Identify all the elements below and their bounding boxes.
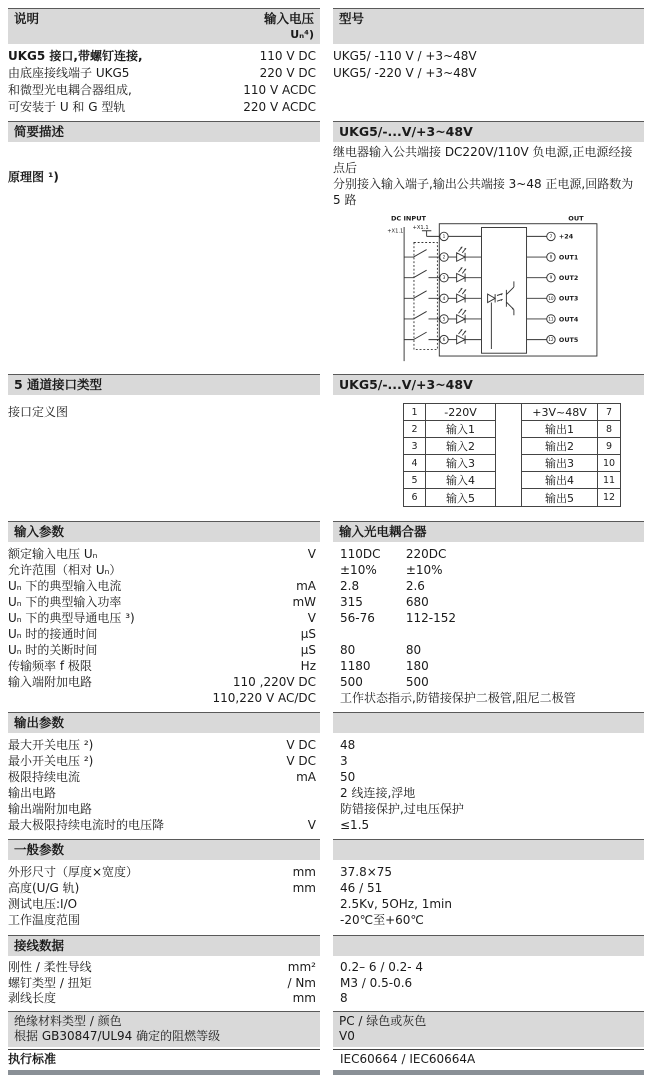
- wiring-band-right: [333, 935, 644, 956]
- param-value-110: 110DC: [340, 547, 381, 561]
- param-label: 螺钉类型 / 扭矩: [8, 975, 92, 990]
- bottom-bar-left: [8, 1070, 320, 1075]
- gap-cell: [496, 489, 522, 506]
- description-rows: [8, 48, 320, 116]
- right-terminal-number: 8: [598, 421, 620, 438]
- param-row: [8, 991, 644, 1007]
- param-value: -20℃至+60℃: [340, 913, 424, 927]
- model-number: UKG5/ -110 V / +3~48V: [333, 49, 477, 63]
- model-list: [333, 48, 644, 116]
- terminal-number: 9: [549, 275, 553, 281]
- param-unit: Hz: [300, 659, 316, 673]
- param-value: ≤1.5: [340, 818, 370, 832]
- param-label: 测试电压:I/O: [8, 897, 78, 911]
- out3-label: OUT3: [558, 294, 579, 303]
- brief-title: 简要描述: [14, 124, 65, 139]
- param-value: 46 / 51: [340, 881, 383, 895]
- param-value: 2.5Kv, 5OHz, 1min: [340, 897, 452, 911]
- out5-label: OUT5: [558, 335, 579, 344]
- terminal-number: 2: [442, 254, 446, 260]
- param-unit: V DC: [286, 738, 316, 752]
- input-params-rows: [8, 546, 644, 706]
- terminal-number: 3: [442, 275, 446, 281]
- param-label: 剥线长度: [8, 991, 57, 1005]
- output-params-band-right: [333, 712, 644, 733]
- param-value-220: 500: [405, 675, 429, 689]
- general-params-band-left: [8, 839, 320, 860]
- input-params-band-left: [8, 521, 320, 542]
- brief-band: [8, 121, 320, 142]
- param-label: 最大极限持续电流时的电压降: [8, 818, 165, 832]
- param-label: 外形尺寸（厚度×宽度）: [8, 865, 139, 879]
- param-label: 最大开关电压 ²): [8, 738, 94, 752]
- param-unit: mA: [296, 770, 316, 784]
- param-value-110: ±10%: [340, 563, 377, 577]
- bottom-bar-right: [333, 1070, 644, 1075]
- model-title: 型号: [339, 11, 365, 26]
- param-row: [8, 912, 644, 928]
- brief-left: [8, 121, 320, 368]
- param-unit: [210, 562, 320, 578]
- description-label: 由底座接线端子 UKG5: [8, 66, 130, 80]
- param-label: 输入端附加电路: [8, 675, 93, 689]
- voltage-value: 110 V ACDC: [243, 83, 316, 97]
- param-unit: V DC: [286, 754, 316, 768]
- param-value-110: 56-76: [340, 611, 375, 625]
- param-value-220: 680: [405, 595, 429, 609]
- brief-desc-line2: 分别接入输入端子,输出公共端接 3~48 正电源,回路数为 5 路: [333, 177, 634, 207]
- optocoupler-title: 输入光电耦合器: [339, 524, 427, 539]
- header-rows-section: [8, 48, 644, 116]
- left-terminal-number: 4: [404, 455, 426, 472]
- param-label: 输出电路: [8, 786, 57, 800]
- param-label: 极限持续电流: [8, 770, 81, 784]
- left-terminal-number: 6: [404, 489, 426, 506]
- param-unit: µS: [300, 643, 316, 657]
- gap-cell: [496, 421, 522, 438]
- param-unit: [210, 801, 320, 817]
- input-terminal-label: 输入1: [426, 421, 496, 438]
- header-band-left: [8, 8, 320, 44]
- terminal-number: 11: [548, 316, 554, 322]
- input-params-band: [8, 521, 644, 542]
- output-params-title: 输出参数: [14, 715, 65, 730]
- param-value: 3: [340, 754, 348, 768]
- input-params-band-right: [333, 521, 644, 542]
- output-params-band: [8, 712, 644, 733]
- output-terminal-label: +3V~48V: [522, 404, 598, 421]
- param-unit: mm: [292, 865, 316, 879]
- param-label: [8, 690, 210, 706]
- description-label: 和微型光电耦合器组成,: [8, 83, 132, 97]
- output-terminal-label: 输出1: [522, 421, 598, 438]
- param-label: 输出端附加电路: [8, 802, 93, 816]
- input-voltage-header: [264, 12, 314, 41]
- param-value: 0.2– 6 / 0.2- 4: [340, 960, 424, 974]
- param-unit: µS: [300, 627, 316, 641]
- param-row: [8, 896, 644, 912]
- general-params-title: 一般参数: [14, 842, 65, 857]
- param-value-110: 80: [340, 643, 356, 657]
- param-row: [8, 960, 644, 976]
- param-label: 工作温度范围: [8, 913, 81, 927]
- flammability-value: V0: [339, 1029, 355, 1043]
- interface-right-band: [333, 374, 644, 395]
- param-unit: mA: [296, 579, 316, 593]
- param-value-220: 180: [405, 659, 429, 673]
- param-label: 刚性 / 柔性导线: [8, 960, 92, 974]
- param-row: [8, 801, 644, 817]
- param-value-110: 2.8: [340, 579, 360, 593]
- desc-title: 说明: [14, 11, 40, 26]
- param-unit: / Nm: [287, 975, 316, 990]
- input-terminal-label: -220V: [426, 404, 496, 421]
- description-row: [8, 99, 320, 116]
- standard-label: 执行标准: [8, 1049, 320, 1068]
- description-row: [8, 48, 320, 65]
- interface-left: [8, 374, 320, 507]
- param-unit: V: [307, 611, 316, 625]
- param-label: Uₙ 时的接通时间: [8, 627, 98, 641]
- right-terminal-number: 11: [598, 472, 620, 489]
- right-terminal-number: 7: [598, 404, 620, 421]
- param-value: M3 / 0.5-0.6: [340, 975, 413, 990]
- general-params-band-right: [333, 839, 644, 860]
- brief-section: [8, 121, 644, 368]
- param-row: [8, 753, 644, 769]
- out4-label: OUT4: [558, 315, 579, 324]
- param-row: [8, 769, 644, 785]
- param-value-110: 工作状态指示,防错接保护二极管,阻尼二极管: [340, 691, 576, 705]
- dc-input-label: DC INPUT: [390, 214, 426, 223]
- param-label: Uₙ 时的关断时间: [8, 643, 98, 657]
- brief-right: [333, 121, 644, 368]
- terminal-number: 7: [549, 233, 553, 239]
- interface-title: 5 通道接口类型: [14, 377, 103, 392]
- optocoupler-box: [482, 227, 527, 353]
- param-unit: 110,220 V AC/DC: [212, 691, 316, 705]
- brief-desc-line1: 继电器输入公共端接 DC220V/110V 负电源,正电源经接点后: [333, 145, 633, 175]
- output-terminal-label: 输出4: [522, 472, 598, 489]
- description-row: [8, 65, 320, 82]
- param-row: [8, 880, 644, 896]
- wiring-band: [8, 935, 644, 956]
- general-params-rows: [8, 864, 644, 928]
- param-row: [8, 626, 644, 642]
- wiring-title: 接线数据: [14, 938, 65, 953]
- header-band: [8, 8, 644, 44]
- param-unit: [210, 912, 320, 928]
- brief-right-band: [333, 121, 644, 142]
- param-row: [8, 546, 644, 562]
- input-terminal-label: 输入4: [426, 472, 496, 489]
- output-params-rows: [8, 737, 644, 833]
- left-terminal-number: 3: [404, 438, 426, 455]
- param-row: [8, 610, 644, 626]
- param-unit: [210, 896, 320, 912]
- interface-band: [8, 374, 320, 395]
- insulation-material-value: PC / 绿色或灰色: [339, 1013, 427, 1028]
- param-row: [8, 594, 644, 610]
- param-label: Uₙ 下的典型导通电压 ³): [8, 611, 135, 625]
- input-terminal-label: 输入5: [426, 489, 496, 506]
- bottom-bar: [8, 1070, 644, 1075]
- param-row: [8, 737, 644, 753]
- input-terminal-label: 输入2: [426, 438, 496, 455]
- schematic-label: 原理图 ¹): [8, 170, 59, 184]
- supply-stub: [422, 231, 440, 237]
- param-row: [8, 658, 644, 674]
- voltage-value: 110 V DC: [259, 49, 316, 63]
- input-voltage-label: 输入电压: [263, 11, 314, 26]
- right-terminal-number: 10: [598, 455, 620, 472]
- stub-terminal-label: +X1.1: [412, 224, 429, 231]
- out2-label: OUT2: [558, 274, 579, 283]
- standard-row: [8, 1049, 644, 1068]
- param-label: 允许范围（相对 Uₙ）: [8, 563, 122, 577]
- out-label: OUT: [568, 214, 584, 223]
- schematic-diagram: [387, 212, 644, 368]
- standard-value: IEC60664 / IEC60664A: [333, 1049, 644, 1068]
- variant-title: UKG5/-...V/+3~48V: [339, 124, 473, 139]
- param-value-220: 80: [405, 643, 422, 657]
- description-label: 可安装于 U 和 G 型轨: [8, 100, 126, 114]
- interface-variant-title: UKG5/-...V/+3~48V: [339, 377, 473, 392]
- output-params-band-left: [8, 712, 320, 733]
- gap-cell: [496, 404, 522, 421]
- param-unit: mW: [292, 595, 316, 609]
- brief-description: [333, 144, 644, 208]
- param-unit: V: [307, 547, 316, 561]
- param-value-220: 2.6: [405, 579, 425, 593]
- insulation-section: [8, 1011, 644, 1047]
- param-value: 防错接保护,过电压保护: [340, 802, 464, 816]
- param-value: 8: [340, 991, 348, 1005]
- output-terminal-label: 输出2: [522, 438, 598, 455]
- param-label: 最小开关电压 ²): [8, 754, 94, 768]
- description-row: [8, 82, 320, 99]
- param-unit: [210, 785, 320, 801]
- param-label: Uₙ 下的典型输入电流: [8, 579, 122, 593]
- gap-cell: [496, 438, 522, 455]
- param-value: 50: [340, 770, 356, 784]
- terminal-number: 8: [549, 254, 553, 260]
- param-row: [8, 785, 644, 801]
- param-value: 2 线连接,浮地: [340, 786, 416, 800]
- flammability-label: 根据 GB30847/UL94 确定的阻燃等级: [14, 1029, 221, 1043]
- output-labels: [559, 233, 579, 344]
- param-label: 额定输入电压 Uₙ: [8, 547, 98, 561]
- terminal-number: 12: [548, 337, 554, 343]
- output-terminal-label: 输出5: [522, 489, 598, 506]
- out1-label: OUT1: [558, 253, 579, 262]
- interface-section-bands: [8, 374, 644, 507]
- gap-cell: [496, 472, 522, 489]
- param-row: [8, 562, 644, 578]
- param-row: [8, 642, 644, 658]
- param-value-220: ±10%: [405, 563, 443, 577]
- insulation-values: [333, 1011, 644, 1047]
- terminal-number: 1: [442, 233, 446, 239]
- param-row: [8, 690, 644, 706]
- input-terminal-label: 输入3: [426, 455, 496, 472]
- param-unit: mm²: [287, 960, 316, 974]
- param-value-110: 500: [340, 675, 363, 689]
- param-label: 传输频率 f 极限: [8, 659, 92, 673]
- terminal-number: 5: [442, 316, 446, 322]
- param-unit: 110 ,220V DC: [232, 675, 316, 689]
- input-voltage-symbol: Uₙ⁴): [290, 28, 314, 41]
- insulation-labels: [8, 1011, 320, 1047]
- input-params-title: 输入参数: [14, 524, 65, 539]
- terminal-number: 4: [442, 295, 446, 301]
- circuit-schematic-svg: [387, 212, 622, 364]
- output-terminal-label: 输出3: [522, 455, 598, 472]
- model-band: [333, 8, 644, 44]
- left-terminal-number: 5: [404, 472, 426, 489]
- param-value-110: 1180: [340, 659, 371, 673]
- param-row: [8, 674, 644, 690]
- param-value-220: 112-152: [405, 611, 456, 625]
- wiring-band-left: [8, 935, 320, 956]
- terminal-number: 6: [442, 337, 446, 343]
- param-value-110: 315: [340, 595, 363, 609]
- right-terminal-number: 12: [602, 492, 616, 503]
- param-label: Uₙ 下的典型输入功率: [8, 595, 122, 609]
- param-value: 37.8×75: [340, 865, 393, 879]
- voltage-value: 220 V DC: [259, 66, 316, 80]
- interface-sub-label: 接口定义图: [8, 405, 69, 419]
- param-unit: V: [307, 818, 316, 832]
- param-row: [8, 864, 644, 880]
- right-terminal-number: 9: [598, 438, 620, 455]
- param-row: [8, 578, 644, 594]
- insulation-material-label: 绝缘材料类型 / 颜色: [14, 1013, 122, 1028]
- terminal-definition-table: [403, 403, 621, 507]
- interface-right: [333, 374, 644, 507]
- param-label: 高度(U/G 轨): [8, 881, 80, 895]
- general-params-band: [8, 839, 644, 860]
- terminal-number: 10: [548, 295, 554, 301]
- wiring-rows: [8, 960, 644, 1007]
- param-value: 48: [340, 738, 356, 752]
- model-number: UKG5/ -220 V / +3~48V: [333, 66, 477, 80]
- param-row: [8, 817, 644, 833]
- voltage-value: 220 V ACDC: [243, 100, 316, 114]
- left-terminal-number: 2: [404, 421, 426, 438]
- param-value-220: 220DC: [405, 547, 447, 561]
- bus-terminal-label: +X1.1: [387, 228, 404, 235]
- param-unit: mm: [292, 991, 316, 1005]
- description-label: UKG5 接口,带螺钉连接,: [8, 49, 143, 63]
- left-terminal-number: 1: [404, 404, 426, 421]
- param-unit: mm: [292, 881, 316, 895]
- plus24-label: +24: [558, 232, 574, 241]
- gap-cell: [496, 455, 522, 472]
